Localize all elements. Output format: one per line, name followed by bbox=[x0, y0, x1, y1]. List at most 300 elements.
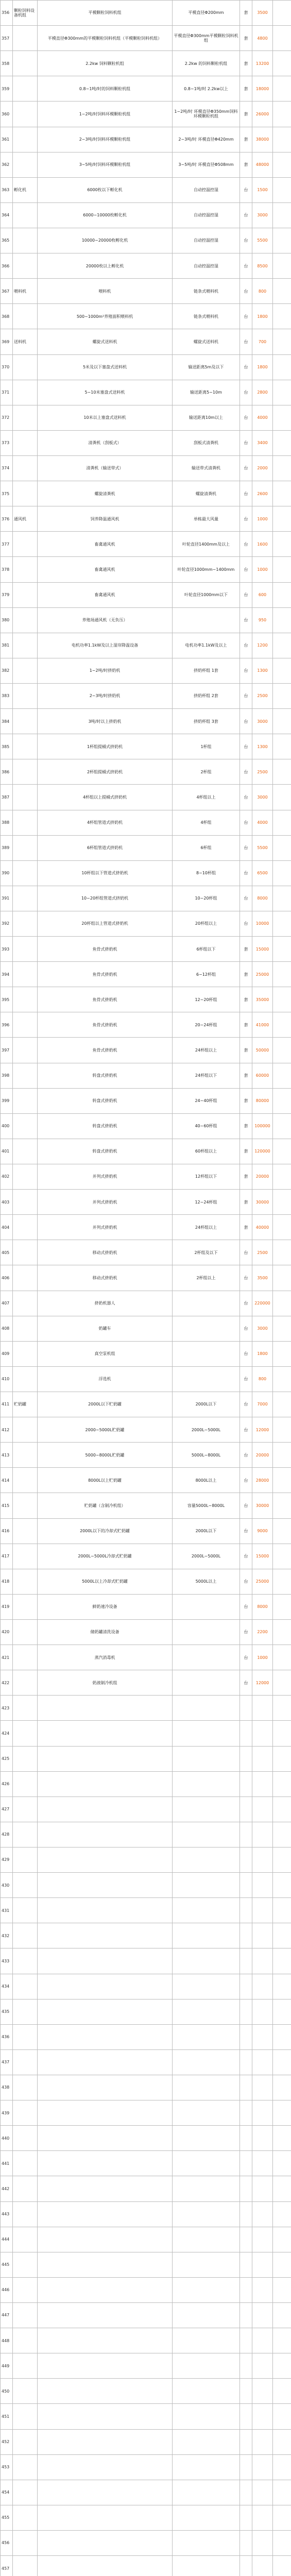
note-cell bbox=[273, 911, 291, 936]
spec-cell bbox=[173, 2404, 240, 2429]
note-cell bbox=[273, 1468, 291, 1493]
table-row bbox=[1, 1544, 291, 1569]
unit-cell bbox=[240, 1771, 252, 1797]
unit-cell: 套 bbox=[240, 1190, 252, 1215]
price-cell: 9000 bbox=[252, 1518, 273, 1544]
category-cell bbox=[13, 1265, 38, 1291]
row-number: 360 bbox=[1, 101, 13, 127]
note-cell bbox=[273, 1038, 291, 1063]
row-number: 449 bbox=[1, 2353, 13, 2379]
price-cell bbox=[252, 2505, 273, 2530]
table-row bbox=[1, 1139, 291, 1164]
table-row bbox=[1, 1012, 291, 1038]
unit-cell: 台 bbox=[240, 1468, 252, 1493]
category-cell bbox=[13, 2454, 38, 2480]
spec-cell: 6~12杯组 bbox=[173, 962, 240, 987]
category-cell: 孵化机 bbox=[13, 177, 38, 202]
price-cell: 1000 bbox=[252, 1645, 273, 1670]
price-cell: 600 bbox=[252, 582, 273, 607]
table-row bbox=[1, 2126, 291, 2151]
category-cell bbox=[13, 1721, 38, 1746]
item-name-cell bbox=[38, 2227, 173, 2252]
note-cell bbox=[273, 1113, 291, 1139]
item-name-cell: 挤奶机器人 bbox=[38, 1291, 173, 1316]
row-number: 402 bbox=[1, 1164, 13, 1190]
item-name-cell bbox=[38, 1797, 173, 1822]
unit-cell bbox=[240, 1746, 252, 1771]
spec-cell bbox=[173, 2480, 240, 2505]
item-name-cell: 并列式挤奶机 bbox=[38, 1190, 173, 1215]
table-row bbox=[1, 1215, 291, 1240]
item-name-cell: 移动式挤奶机 bbox=[38, 1240, 173, 1265]
category-cell bbox=[13, 1038, 38, 1063]
price-cell: 50000 bbox=[252, 1038, 273, 1063]
category-cell bbox=[13, 1366, 38, 1392]
note-cell bbox=[273, 860, 291, 886]
price-cell bbox=[252, 2176, 273, 2201]
category-cell bbox=[13, 734, 38, 759]
table-row bbox=[1, 481, 291, 506]
spec-cell: 输送距离5~10m bbox=[173, 380, 240, 405]
category-cell bbox=[13, 2505, 38, 2530]
unit-cell: 台 bbox=[240, 860, 252, 886]
note-cell bbox=[273, 2530, 291, 2555]
category-cell bbox=[13, 1797, 38, 1822]
row-number: 410 bbox=[1, 1366, 13, 1392]
spec-cell bbox=[173, 2302, 240, 2328]
category-cell bbox=[13, 1974, 38, 1999]
table-row bbox=[1, 1265, 291, 1291]
table-row bbox=[1, 354, 291, 380]
item-name-cell bbox=[38, 2556, 173, 2576]
price-cell: 120000 bbox=[252, 1139, 273, 1164]
category-cell bbox=[13, 405, 38, 430]
item-name-cell bbox=[38, 2049, 173, 2075]
row-number: 406 bbox=[1, 1265, 13, 1291]
row-number: 405 bbox=[1, 1240, 13, 1265]
spec-cell: 4杯组以上 bbox=[173, 785, 240, 810]
row-number: 400 bbox=[1, 1113, 13, 1139]
unit-cell bbox=[240, 1974, 252, 1999]
spec-cell: 60杯组以上 bbox=[173, 1139, 240, 1164]
unit-cell: 套 bbox=[240, 127, 252, 152]
note-cell bbox=[273, 2201, 291, 2227]
table-row bbox=[1, 2480, 291, 2505]
table-row bbox=[1, 962, 291, 987]
category-cell bbox=[13, 1215, 38, 1240]
spec-cell bbox=[173, 2227, 240, 2252]
category-cell bbox=[13, 709, 38, 734]
category-cell bbox=[13, 202, 38, 228]
row-number: 376 bbox=[1, 506, 13, 532]
category-cell bbox=[13, 1822, 38, 1847]
row-number: 403 bbox=[1, 1190, 13, 1215]
spec-cell: 40~60杯组 bbox=[173, 1113, 240, 1139]
spec-cell bbox=[173, 1822, 240, 1847]
note-cell bbox=[273, 152, 291, 177]
spec-cell bbox=[173, 1594, 240, 1619]
item-name-cell: 清粪机（输送带式） bbox=[38, 455, 173, 481]
price-cell: 8500 bbox=[252, 253, 273, 279]
note-cell bbox=[273, 1898, 291, 1923]
row-number: 433 bbox=[1, 1948, 13, 1974]
price-cell: 1200 bbox=[252, 633, 273, 658]
note-cell bbox=[273, 1417, 291, 1443]
note-cell bbox=[273, 683, 291, 708]
item-name-cell: 2杯组提桶式挤奶机 bbox=[38, 759, 173, 785]
table-row bbox=[1, 2024, 291, 2049]
unit-cell: 台 bbox=[240, 759, 252, 785]
unit-cell bbox=[240, 1999, 252, 2024]
item-name-cell: 鱼骨式挤奶机 bbox=[38, 1012, 173, 1038]
row-number: 375 bbox=[1, 481, 13, 506]
table-row bbox=[1, 607, 291, 633]
table-row bbox=[1, 405, 291, 430]
price-cell bbox=[252, 2151, 273, 2176]
item-name-cell bbox=[38, 2302, 173, 2328]
unit-cell: 套 bbox=[240, 1139, 252, 1164]
spec-cell: 12~24杯组 bbox=[173, 1190, 240, 1215]
category-cell bbox=[13, 1696, 38, 1721]
table-row bbox=[1, 1696, 291, 1721]
unit-cell: 套 bbox=[240, 1038, 252, 1063]
item-name-cell: 畜禽通风机 bbox=[38, 532, 173, 557]
spec-cell: 挤奶杯组 1套 bbox=[173, 658, 240, 683]
price-cell: 4000 bbox=[252, 810, 273, 835]
unit-cell: 台 bbox=[240, 506, 252, 532]
spec-cell: 6杯组 bbox=[173, 835, 240, 860]
category-cell bbox=[13, 2302, 38, 2328]
category-cell bbox=[13, 2328, 38, 2353]
note-cell bbox=[273, 2252, 291, 2277]
unit-cell bbox=[240, 2227, 252, 2252]
note-cell bbox=[273, 1265, 291, 1291]
category-cell bbox=[13, 51, 38, 76]
item-name-cell: 10杯组以下管道式挤奶机 bbox=[38, 860, 173, 886]
unit-cell: 台 bbox=[240, 683, 252, 708]
note-cell bbox=[273, 2353, 291, 2379]
unit-cell bbox=[240, 1797, 252, 1822]
category-cell bbox=[13, 2024, 38, 2049]
price-cell bbox=[252, 1898, 273, 1923]
price-cell: 3500 bbox=[252, 1265, 273, 1291]
category-cell bbox=[13, 1443, 38, 1468]
table-row bbox=[1, 1468, 291, 1493]
spec-cell: 平模直径Φ200mm bbox=[173, 1, 240, 26]
row-number: 421 bbox=[1, 1645, 13, 1670]
spec-cell: 24杯组以上 bbox=[173, 1215, 240, 1240]
note-cell bbox=[273, 1797, 291, 1822]
table-row bbox=[1, 1797, 291, 1822]
spec-cell: 平模直径Φ300mm平模颗粒饲料机组 bbox=[173, 26, 240, 51]
item-name-cell: 畜禽通风机 bbox=[38, 557, 173, 582]
note-cell bbox=[273, 937, 291, 962]
unit-cell: 套 bbox=[240, 152, 252, 177]
table-row bbox=[1, 2302, 291, 2328]
spec-cell: 容量5000L~8000L bbox=[173, 1493, 240, 1518]
unit-cell bbox=[240, 2049, 252, 2075]
table-row bbox=[1, 734, 291, 759]
price-cell bbox=[252, 1771, 273, 1797]
price-cell: 40000 bbox=[252, 1215, 273, 1240]
spec-cell bbox=[173, 607, 240, 633]
row-number: 443 bbox=[1, 2201, 13, 2227]
row-number: 394 bbox=[1, 962, 13, 987]
category-cell bbox=[13, 2201, 38, 2227]
unit-cell bbox=[240, 1696, 252, 1721]
item-name-cell: 20000枚以上孵化机 bbox=[38, 253, 173, 279]
price-cell: 18000 bbox=[252, 76, 273, 101]
row-number: 436 bbox=[1, 2024, 13, 2049]
item-name-cell: 2.2kw 饲料颗粒机组 bbox=[38, 51, 173, 76]
note-cell bbox=[273, 1291, 291, 1316]
spec-cell: 5000L~8000L bbox=[173, 1443, 240, 1468]
unit-cell bbox=[240, 1923, 252, 1948]
row-number: 373 bbox=[1, 430, 13, 455]
item-name-cell: 转盘式挤奶机 bbox=[38, 1139, 173, 1164]
spec-cell: 叶轮直径1400mm及以上 bbox=[173, 532, 240, 557]
item-name-cell bbox=[38, 2176, 173, 2201]
price-cell: 2600 bbox=[252, 481, 273, 506]
spec-cell bbox=[173, 2252, 240, 2277]
item-name-cell bbox=[38, 2024, 173, 2049]
unit-cell: 套 bbox=[240, 101, 252, 127]
item-name-cell: 10米以上塞盘式送料机 bbox=[38, 405, 173, 430]
category-cell bbox=[13, 1088, 38, 1113]
note-cell bbox=[273, 1088, 291, 1113]
table-row bbox=[1, 1721, 291, 1746]
spec-cell: 5000L以上 bbox=[173, 1569, 240, 1594]
category-cell bbox=[13, 886, 38, 911]
price-cell: 25000 bbox=[252, 962, 273, 987]
unit-cell: 套 bbox=[240, 987, 252, 1012]
spec-cell: 链条式喂料机 bbox=[173, 304, 240, 329]
unit-cell: 套 bbox=[240, 962, 252, 987]
table-row bbox=[1, 202, 291, 228]
category-cell: 通风机 bbox=[13, 506, 38, 532]
row-number: 385 bbox=[1, 734, 13, 759]
row-number: 428 bbox=[1, 1822, 13, 1847]
item-name-cell: 转盘式挤奶机 bbox=[38, 1088, 173, 1113]
note-cell bbox=[273, 1443, 291, 1468]
unit-cell bbox=[240, 2530, 252, 2555]
spec-cell bbox=[173, 1670, 240, 1696]
item-name-cell: 蒸汽消毒机 bbox=[38, 1645, 173, 1670]
item-name-cell: 鱼骨式挤奶机 bbox=[38, 962, 173, 987]
item-name-cell: 饲养降温通风机 bbox=[38, 506, 173, 532]
note-cell bbox=[273, 1518, 291, 1544]
item-name-cell: 螺旋式送料机 bbox=[38, 329, 173, 354]
price-cell: 3000 bbox=[252, 785, 273, 810]
spec-cell: 自动控温控湿 bbox=[173, 202, 240, 228]
spec-cell bbox=[173, 2201, 240, 2227]
row-number: 455 bbox=[1, 2505, 13, 2530]
table-row bbox=[1, 2530, 291, 2555]
category-cell bbox=[13, 2404, 38, 2429]
table-row bbox=[1, 785, 291, 810]
spec-cell bbox=[173, 1923, 240, 1948]
spec-cell: 自动控温控湿 bbox=[173, 253, 240, 279]
price-cell bbox=[252, 1822, 273, 1847]
price-cell: 26000 bbox=[252, 101, 273, 127]
price-cell bbox=[252, 1746, 273, 1771]
note-cell bbox=[273, 1240, 291, 1265]
price-table-body bbox=[1, 1, 291, 2576]
row-number: 399 bbox=[1, 1088, 13, 1113]
note-cell bbox=[273, 1139, 291, 1164]
note-cell bbox=[273, 2277, 291, 2302]
item-name-cell bbox=[38, 2530, 173, 2555]
item-name-cell: 3~5吨/时饲料环模颗粒机组 bbox=[38, 152, 173, 177]
unit-cell bbox=[240, 2252, 252, 2277]
note-cell bbox=[273, 1645, 291, 1670]
price-cell bbox=[252, 1721, 273, 1746]
table-row bbox=[1, 2379, 291, 2404]
row-number: 368 bbox=[1, 304, 13, 329]
item-name-cell: 清粪机（刮板式） bbox=[38, 430, 173, 455]
item-name-cell: 奶罐车 bbox=[38, 1316, 173, 1341]
note-cell bbox=[273, 1948, 291, 1974]
spec-cell: 自动控温控湿 bbox=[173, 177, 240, 202]
item-name-cell: 10000~20000枚孵化机 bbox=[38, 228, 173, 253]
price-cell: 10000 bbox=[252, 911, 273, 936]
row-number: 392 bbox=[1, 911, 13, 936]
item-name-cell: 6000~10000枚孵化机 bbox=[38, 202, 173, 228]
note-cell bbox=[273, 127, 291, 152]
price-cell: 2200 bbox=[252, 1620, 273, 1645]
item-name-cell: 并列式挤奶机 bbox=[38, 1215, 173, 1240]
note-cell bbox=[273, 1063, 291, 1088]
item-name-cell bbox=[38, 1696, 173, 1721]
spec-cell bbox=[173, 2530, 240, 2555]
unit-cell: 台 bbox=[240, 228, 252, 253]
price-cell bbox=[252, 2024, 273, 2049]
item-name-cell: 1杯组提桶式挤奶机 bbox=[38, 734, 173, 759]
table-row bbox=[1, 886, 291, 911]
unit-cell: 套 bbox=[240, 1164, 252, 1190]
unit-cell: 台 bbox=[240, 835, 252, 860]
category-cell bbox=[13, 76, 38, 101]
row-number: 438 bbox=[1, 2075, 13, 2100]
spec-cell: 2杯组 bbox=[173, 759, 240, 785]
table-row bbox=[1, 1974, 291, 1999]
unit-cell: 台 bbox=[240, 1493, 252, 1518]
category-cell bbox=[13, 2126, 38, 2151]
note-cell bbox=[273, 253, 291, 279]
price-cell: 1500 bbox=[252, 177, 273, 202]
category-cell bbox=[13, 633, 38, 658]
category-cell bbox=[13, 228, 38, 253]
unit-cell: 台 bbox=[240, 810, 252, 835]
note-cell bbox=[273, 1190, 291, 1215]
spec-cell bbox=[173, 2100, 240, 2126]
note-cell bbox=[273, 1822, 291, 1847]
row-number: 437 bbox=[1, 2049, 13, 2075]
unit-cell bbox=[240, 1948, 252, 1974]
table-row bbox=[1, 1670, 291, 1696]
table-row bbox=[1, 1240, 291, 1265]
spec-cell bbox=[173, 1341, 240, 1366]
note-cell bbox=[273, 405, 291, 430]
table-row bbox=[1, 658, 291, 683]
item-name-cell: 5~10米塞盘式送料机 bbox=[38, 380, 173, 405]
row-number: 430 bbox=[1, 1873, 13, 1898]
row-number: 397 bbox=[1, 1038, 13, 1063]
item-name-cell bbox=[38, 2126, 173, 2151]
unit-cell: 台 bbox=[240, 532, 252, 557]
price-cell bbox=[252, 2227, 273, 2252]
note-cell bbox=[273, 1493, 291, 1518]
spec-cell: 挤奶杯组 2套 bbox=[173, 683, 240, 708]
item-name-cell: 1~2吨/时饲料环模颗粒机组 bbox=[38, 101, 173, 127]
unit-cell bbox=[240, 2328, 252, 2353]
row-number: 411 bbox=[1, 1392, 13, 1417]
item-name-cell: 贮奶罐（含制冷机组） bbox=[38, 1493, 173, 1518]
row-number: 454 bbox=[1, 2480, 13, 2505]
table-row bbox=[1, 1341, 291, 1366]
category-cell bbox=[13, 1139, 38, 1164]
category-cell bbox=[13, 430, 38, 455]
note-cell bbox=[273, 962, 291, 987]
row-number: 383 bbox=[1, 683, 13, 708]
price-cell: 3000 bbox=[252, 202, 273, 228]
spec-cell bbox=[173, 1316, 240, 1341]
item-name-cell: 5000~8000L贮奶罐 bbox=[38, 1443, 173, 1468]
category-cell bbox=[13, 1620, 38, 1645]
unit-cell bbox=[240, 1898, 252, 1923]
spec-cell: 8000L以上 bbox=[173, 1468, 240, 1493]
item-name-cell bbox=[38, 2252, 173, 2277]
table-row bbox=[1, 1443, 291, 1468]
category-cell bbox=[13, 253, 38, 279]
item-name-cell bbox=[38, 2379, 173, 2404]
row-number: 367 bbox=[1, 279, 13, 304]
category-cell bbox=[13, 1948, 38, 1974]
unit-cell: 台 bbox=[240, 557, 252, 582]
category-cell bbox=[13, 1569, 38, 1594]
category-cell bbox=[13, 1645, 38, 1670]
table-row bbox=[1, 1873, 291, 1898]
table-row bbox=[1, 987, 291, 1012]
item-name-cell: 并列式挤奶机 bbox=[38, 1164, 173, 1190]
item-name-cell bbox=[38, 2505, 173, 2530]
note-cell bbox=[273, 633, 291, 658]
price-cell: 1000 bbox=[252, 557, 273, 582]
note-cell bbox=[273, 607, 291, 633]
note-cell bbox=[273, 2100, 291, 2126]
table-row bbox=[1, 1316, 291, 1341]
unit-cell: 台 bbox=[240, 430, 252, 455]
price-cell: 15000 bbox=[252, 937, 273, 962]
unit-cell: 台 bbox=[240, 911, 252, 936]
price-cell: 2000 bbox=[252, 455, 273, 481]
note-cell bbox=[273, 430, 291, 455]
price-cell: 30000 bbox=[252, 1493, 273, 1518]
price-cell bbox=[252, 1999, 273, 2024]
item-name-cell bbox=[38, 1771, 173, 1797]
note-cell bbox=[273, 2328, 291, 2353]
item-name-cell: 平模颗粒饲料机组 bbox=[38, 1, 173, 26]
row-number: 457 bbox=[1, 2556, 13, 2576]
note-cell bbox=[273, 2024, 291, 2049]
note-cell bbox=[273, 2505, 291, 2530]
item-name-cell: 转盘式挤奶机 bbox=[38, 1113, 173, 1139]
category-cell bbox=[13, 2277, 38, 2302]
table-row bbox=[1, 152, 291, 177]
category-cell bbox=[13, 937, 38, 962]
price-cell: 1600 bbox=[252, 532, 273, 557]
row-number: 450 bbox=[1, 2379, 13, 2404]
